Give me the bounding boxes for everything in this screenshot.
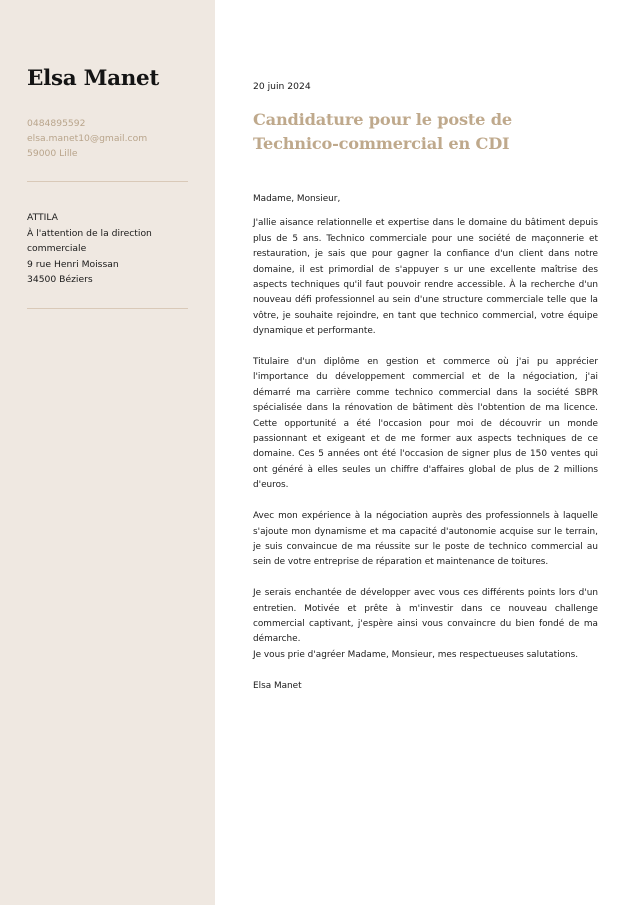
sidebar-divider-top	[27, 181, 188, 182]
recipient-address	[27, 210, 192, 288]
letter-paragraph-4: Je serais enchantée de développer avec vous ces différents points lors d'un entretien. Motivée et prête à m'investir dans ce nouveau challenge commercial captivant, j'espère ainsi vous convaincre du bien fondé de ma démarche.	[253, 588, 598, 645]
sender-email: elsa.manet10@gmail.com	[27, 133, 148, 144]
letter-subject	[253, 108, 598, 156]
sender-phone: 0484895592	[27, 118, 86, 129]
letter-subject-line1: Candidature pour le poste de	[253, 110, 512, 129]
letter-paragraph-3: Avec mon expérience à la négociation auprès des professionnels à laquelle s'ajoute mon dynamisme et ma capacité d'autonomie acquise sur le terrain, je suis convaincue de ma réussite sur le poste de technico commercial au sein de votre entreprise de réparation et maintenance de toitures.	[253, 511, 598, 568]
sender-name: Elsa Manet	[27, 66, 160, 91]
recipient-attention-line1: À l'attention de la direction	[27, 227, 152, 239]
letter-signature: Elsa Manet	[253, 680, 302, 691]
letter-closing: Je vous prie d'agréer Madame, Monsieur, mes respectueuses salutations.	[253, 649, 579, 660]
recipient-attention-line2: commerciale	[27, 243, 87, 255]
sender-city: 59000 Lille	[27, 148, 78, 159]
recipient-company: ATTILA	[27, 212, 58, 223]
letter-subject-line2: Technico-commercial en CDI	[253, 134, 510, 153]
letter-greeting: Madame, Monsieur,	[253, 194, 341, 204]
sidebar-divider-bottom	[27, 308, 188, 309]
recipient-street: 9 rue Henri Moissan	[27, 258, 119, 270]
letter-body	[253, 192, 598, 709]
letter-paragraph-1: J'allie aisance relationnelle et expertise dans le domaine du bâtiment depuis plus de 5 ans. Technico commerciale pour une société de maçonnerie et restauration, je sais que pour gagner la confiance d'un client dans notre domaine, il est primordial de s'appuyer s ur une excellente maîtrise des aspects techniques qu'il faut pouvoir rendre accessible. À la recherche d'un nouveau défi professionnel au sein d'une structure commerciale telle que la vôtre, je souhaite rejoindre, en tant que technico commercial, votre équipe dynamique et performante.	[253, 218, 598, 337]
letter-paragraph-2: Titulaire d'un diplôme en gestion et commerce où j'ai pu apprécier l'importance du développement commercial et de la négociation, j'ai démarré ma carrière comme technico commercial dans la société SBPR spécialisée dans la rénovation de bâtiment dès l'obtention de ma licence. Cette opportunité a été l'occasion pour moi de découvrir un monde passionnant et exigeant et de me former aux aspects techniques de ce domaine. Ces 5 années ont été l'occasion de signer plus de 150 ventes qui ont généré à elles seules un chiffre d'affaires global de plus de 2 millions d'euros.	[253, 357, 598, 491]
recipient-city: 34500 Béziers	[27, 274, 93, 286]
letter-date: 20 juin 2024	[253, 81, 311, 92]
